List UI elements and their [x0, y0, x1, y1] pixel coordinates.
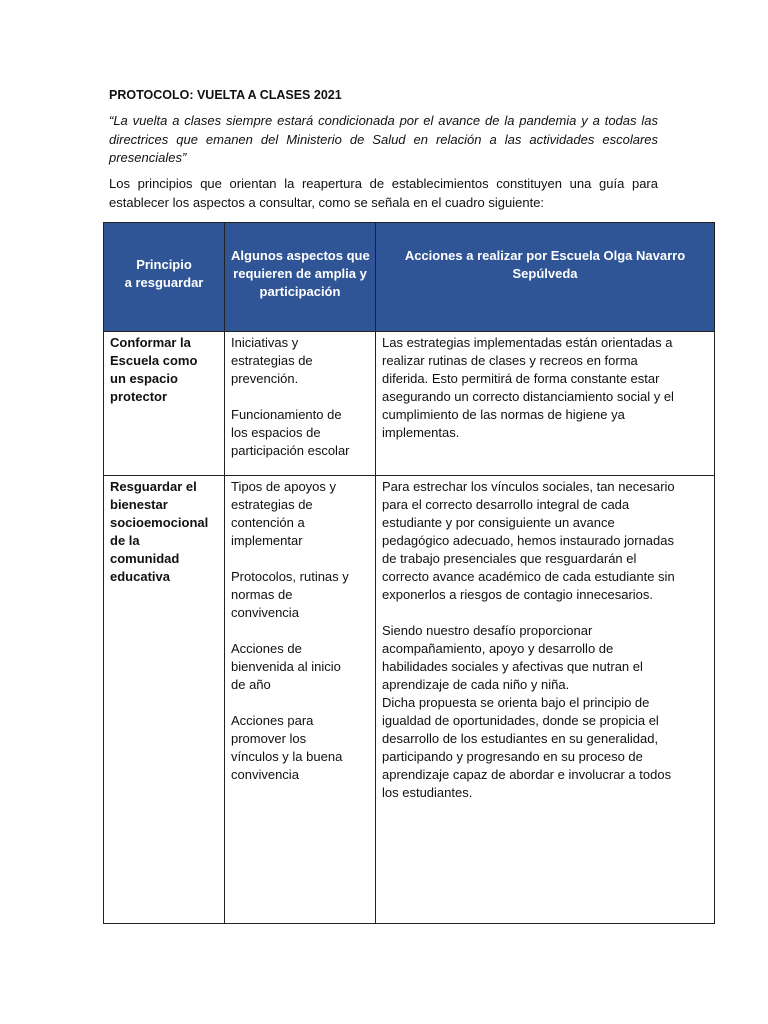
text-line: Tipos de apoyos y — [231, 479, 337, 494]
header-actions — [376, 223, 715, 332]
text-line: participación escolar — [231, 443, 350, 458]
text-line: comunidad — [110, 551, 180, 566]
text-line: Resguardar el — [110, 479, 197, 494]
principles-table — [103, 222, 715, 924]
text-line: bienvenida al inicio — [231, 659, 341, 674]
text-line: asegurando un correcto distanciamiento social y el — [382, 389, 674, 404]
text-line: igualdad de oportunidades, donde se propicia el — [382, 713, 659, 728]
text-line: estudiante y por consiguiente un avance — [382, 515, 615, 530]
text-line: desarrollo de los estudiantes en su generalidad, — [382, 731, 659, 746]
header-aspects — [225, 223, 376, 332]
text-line: Sepúlveda — [512, 266, 578, 281]
text-line: un espacio — [110, 371, 178, 386]
text-line: los espacios de — [231, 425, 321, 440]
text-line: pedagógico adecuado, hemos instaurado jornadas — [382, 533, 674, 548]
text-line: convivencia — [231, 605, 299, 620]
text-line: aprendizaje capaz de abordar e involucrar a todos — [382, 767, 672, 782]
text-line: estrategias de — [231, 497, 313, 512]
text-line — [231, 622, 369, 640]
text-line: requieren de amplia y — [233, 266, 367, 281]
text-line: Acciones de — [231, 641, 302, 656]
text-line: Escuela como — [110, 353, 198, 368]
text-line: de trabajo presenciales que resguardarán el — [382, 551, 637, 566]
text-line: cumplimiento de las normas de higiene ya — [382, 407, 625, 422]
text-line: vínculos y la buena — [231, 749, 343, 764]
cell-aspects — [225, 332, 376, 476]
text-line — [231, 388, 369, 406]
text-line: los estudiantes. — [382, 785, 473, 800]
text-line: correcto avance académico de cada estudiante sin — [382, 569, 675, 584]
text-line: Iniciativas y — [231, 335, 299, 350]
text-line: acompañamiento, apoyo y desarrollo de — [382, 641, 614, 656]
text-line: diferida. Esto permitirá de forma constante estar — [382, 371, 660, 386]
text-line: participando y progresando en su proceso de — [382, 749, 643, 764]
text-line: protector — [110, 389, 168, 404]
text-line: Las estrategias implementadas están orientadas a — [382, 335, 673, 350]
text-line: implementas. — [382, 425, 460, 440]
cell-principle — [104, 476, 225, 924]
text-line: para el correcto desarrollo integral de cada — [382, 497, 630, 512]
text-line: promover los — [231, 731, 307, 746]
text-line: habilidades sociales y afectivas que nutran el — [382, 659, 643, 674]
text-line: a resguardar — [124, 275, 204, 290]
cell-aspects — [225, 476, 376, 924]
text-line: estrategias de — [231, 353, 313, 368]
text-line: convivencia — [231, 767, 299, 782]
table-header-row — [104, 223, 715, 332]
document-title: PROTOCOLO: VUELTA A CLASES 2021 — [109, 88, 342, 102]
text-line: bienestar — [110, 497, 168, 512]
text-line: de la — [110, 533, 140, 548]
text-line: Algunos aspectos que — [231, 248, 370, 263]
text-line: Funcionamiento de — [231, 407, 342, 422]
cell-actions — [376, 476, 715, 924]
text-line: Dicha propuesta se orienta bajo el principio de — [382, 695, 650, 710]
cell-actions — [376, 332, 715, 476]
text-line: prevención. — [231, 371, 299, 386]
text-line — [231, 550, 369, 568]
text-line — [382, 604, 708, 622]
text-line: de año — [231, 677, 271, 692]
text-line: realizar rutinas de clases y recreos en forma — [382, 353, 638, 368]
text-line: Acciones para — [231, 713, 314, 728]
table-row — [104, 332, 715, 476]
quote-paragraph: “La vuelta a clases siempre estará condicionada por el avance de la pandemia y a todas las directrices que emanen del Ministerio de Salud en relación a las actividades escolares presenciales” — [109, 113, 658, 165]
text-line: Conformar la — [110, 335, 191, 350]
text-line: Principio — [136, 257, 192, 272]
intro-paragraph: Los principios que orientan la reapertura de establecimientos constituyen una guía para establecer los aspectos a consultar, como se señala en el cuadro siguiente: — [109, 176, 658, 210]
text-line — [231, 694, 369, 712]
text-line: contención a — [231, 515, 305, 530]
text-line: Siendo nuestro desafío proporcionar — [382, 623, 593, 638]
text-line: socioemocional — [110, 515, 209, 530]
text-line: implementar — [231, 533, 303, 548]
header-principle — [104, 223, 225, 332]
text-line: participación — [259, 284, 341, 299]
text-line: exponerlos a riesgos de contagio innecesarios. — [382, 587, 654, 602]
text-line: Protocolos, rutinas y — [231, 569, 349, 584]
text-line: normas de — [231, 587, 293, 602]
cell-principle — [104, 332, 225, 476]
text-line: educativa — [110, 569, 170, 584]
text-line: aprendizaje de cada niño y niña. — [382, 677, 570, 692]
text-line: Acciones a realizar por Escuela Olga Navarro — [404, 248, 686, 263]
table-row — [104, 476, 715, 924]
text-line: Para estrechar los vínculos sociales, tan necesario — [382, 479, 675, 494]
